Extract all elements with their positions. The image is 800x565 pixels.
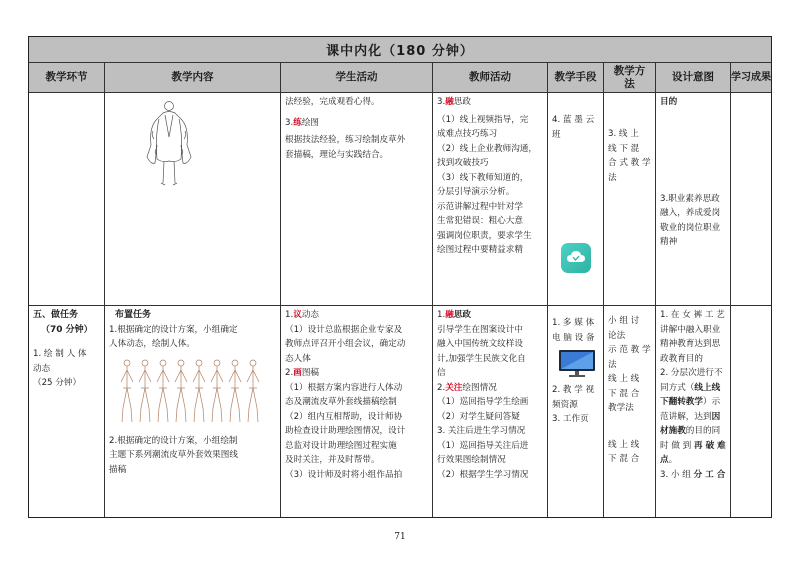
teacher-text-line: （3）线下教师知道的， xyxy=(437,172,529,183)
num: 3. xyxy=(285,117,294,128)
row2-stage-cell xyxy=(29,306,105,517)
student-text-line: （2）组内互相帮助，设计师协 xyxy=(285,411,403,422)
red-keyword: 画 xyxy=(293,368,302,378)
header-student-activity: 学生活动 xyxy=(281,63,433,93)
intent-text-line: 精神教育达到思 xyxy=(660,339,721,349)
teacher-text-line: （2）根据学生学习情况 xyxy=(437,469,529,480)
fur-coat-sketch-icon xyxy=(129,97,209,189)
intent-seg: 。 xyxy=(668,455,678,465)
intent-text-line: 1. 在 女 裤 工 艺 xyxy=(660,310,725,320)
multimedia-monitor-icon xyxy=(558,349,596,379)
figure-poses-sketch-icon xyxy=(117,358,267,426)
stage-subtask-duration: （25 分钟） xyxy=(33,378,82,388)
student-text-line: （1）设计总监根据企业专家及 xyxy=(285,324,403,335)
num: 2. xyxy=(285,368,294,378)
content-text-line: 2.根据确定的设计方案，小组绘制 xyxy=(109,435,238,446)
teacher-text-line: 3. 关注后进生学习情况 xyxy=(437,426,526,436)
intent-bold: 下翻转教学 xyxy=(660,397,703,407)
lanmo-cloud-icon xyxy=(561,243,591,273)
student-text-line: 总监对设计助理绘图过程实施 xyxy=(285,440,397,451)
row1-student-activity-cell xyxy=(281,93,433,306)
row1-method-cell xyxy=(604,93,656,306)
teacher-heading xyxy=(437,95,543,110)
method-text-line: 下 混 合 xyxy=(608,454,640,464)
content-text-line: 描稿 xyxy=(109,464,127,475)
teacher-text-line: 示范讲解过程中针对学 xyxy=(437,201,523,212)
intent-text-line xyxy=(660,468,726,483)
num: 2. xyxy=(437,382,446,393)
lesson-plan-table xyxy=(28,36,772,518)
row2-intent-cell xyxy=(656,306,731,517)
student-text-line: （3）设计师及时将小组作品拍 xyxy=(285,469,403,480)
student-text-line: 根据技法经验，练习绘制皮草外 xyxy=(285,135,406,145)
row1-intent-cell xyxy=(656,93,731,306)
intent-seg: ）示 xyxy=(702,397,721,407)
teacher-text-line: 生常犯错误：粗心大意 xyxy=(437,216,523,226)
content-text-line: 人体动态，绘制人体。 xyxy=(109,339,195,349)
row1-means-cell xyxy=(548,93,604,306)
student-text-line: 助检查设计助理绘图情况，设计 xyxy=(285,426,406,436)
row2-method-cell xyxy=(604,306,656,517)
student-heading-practice xyxy=(285,116,428,131)
row1-teacher-activity-cell xyxy=(433,93,548,306)
num: 3. xyxy=(437,97,446,107)
teacher-text-line: （2）对学生疑问答疑 xyxy=(437,411,520,422)
intent-bold: 分 工 合 xyxy=(693,469,726,480)
red-keyword: 关注 xyxy=(445,382,463,393)
header-teaching-means: 教学手段 xyxy=(548,63,604,93)
intent-text-line: 精神 xyxy=(660,237,678,247)
row2-student-activity-cell xyxy=(281,306,433,517)
teacher-text-line: 计,加强学生民族文化自 xyxy=(437,353,526,364)
intent-seg: 同方式（ xyxy=(660,382,695,393)
method-text-line: 合 式 教 学 xyxy=(608,158,651,168)
intent-seg: 时 做 到 xyxy=(660,440,694,451)
method-text-line: 法 xyxy=(608,172,617,183)
method-text-line: 小 组 讨 xyxy=(608,316,640,326)
heading-rest: 思政 xyxy=(453,310,472,320)
teacher-text-line: 成难点技巧练习 xyxy=(437,129,498,139)
intent-text-line: 讲解中融入职业 xyxy=(660,324,721,335)
row1-stage-cell xyxy=(29,93,105,306)
intent-text-line: 3.职业素养思政 xyxy=(660,193,720,204)
heading-rest: 思政 xyxy=(453,97,472,107)
student-text-line: 及时关注，并及时帮带。 xyxy=(285,455,380,465)
intent-bold: 点 xyxy=(660,455,669,465)
intent-seg: 3. 小 组 xyxy=(660,469,694,480)
student-text-line: 教师点评召开小组会议，确定动 xyxy=(285,339,406,349)
teacher-text-line: （1）线上视频指导，完 xyxy=(437,114,529,125)
stage-subtask: 1. 绘 制 人 体 xyxy=(33,349,87,359)
row1-outcome-cell xyxy=(731,93,771,306)
means-text-line: 4. 蓝 墨 云 xyxy=(552,115,595,125)
intent-bold: 线上线 xyxy=(694,382,721,393)
method-text-line: 法 xyxy=(608,359,617,370)
student-text-line: 态及潮流皮草外套线描稿绘制 xyxy=(285,397,397,407)
teacher-text-line: 信 xyxy=(437,368,446,378)
method-text-line: 下 混 合 xyxy=(608,388,640,399)
teacher-text-line: 强调岗位职责，要求学生 xyxy=(437,230,532,241)
intent-text-line: 目的 xyxy=(660,97,678,107)
method-text-line: 线 上 线 xyxy=(608,374,640,384)
stage-title: 五、做任务 xyxy=(33,310,79,320)
num: 1. xyxy=(285,310,294,320)
intent-seg: 的目的同 xyxy=(685,426,721,436)
content-text-line: 1.根据确定的设计方案，小组确定 xyxy=(109,324,238,335)
student-text-line: 态人体 xyxy=(285,353,311,364)
intent-seg: 范讲解，达到 xyxy=(660,411,712,422)
means-text-line: 频资源 xyxy=(552,399,578,410)
header-stage: 教学环节 xyxy=(29,63,105,93)
heading-rest: 图稿 xyxy=(301,368,320,378)
intent-text-line: 融入，养成爱岗 xyxy=(660,208,721,218)
means-text-line: 班 xyxy=(552,129,561,140)
intent-text-line: 政教育目的 xyxy=(660,353,703,364)
teacher-text-line: 分层引导演示分析。 xyxy=(437,187,515,197)
heading-rest: 绘图 xyxy=(301,117,320,128)
header-design-intent: 设计意图 xyxy=(656,63,731,93)
teacher-heading xyxy=(437,308,543,323)
row2-means-cell xyxy=(548,306,604,517)
red-keyword: 练 xyxy=(293,117,302,128)
method-text-line: 教学法 xyxy=(608,403,634,413)
intent-text-line xyxy=(660,381,726,396)
intent-text-line xyxy=(660,439,726,454)
content-heading: 布置任务 xyxy=(115,310,152,320)
teacher-heading xyxy=(437,381,543,396)
stage-duration: （70 分钟） xyxy=(41,324,93,335)
student-text-line: 套描稿，理论与实践结合。 xyxy=(285,149,389,160)
method-text-line: 示 范 教 学 xyxy=(608,345,651,355)
intent-text-line xyxy=(660,395,726,410)
intent-text-line: 2. 分层次进行不 xyxy=(660,368,723,378)
header-teaching-method: 教学方法 xyxy=(604,63,656,93)
intent-bold: 材施教 xyxy=(660,426,686,436)
page-number: 71 xyxy=(394,532,406,542)
table-title: 课中内化（180 分钟） xyxy=(29,37,771,63)
intent-text-line: 敬业的岗位职业 xyxy=(660,222,721,233)
row1-content-cell xyxy=(105,93,281,306)
teacher-text-line: 融入中国传统文纹样设 xyxy=(437,339,523,349)
student-text-line: （1）根据方案内容进行人体动 xyxy=(285,382,403,393)
heading-rest: 绘图情况 xyxy=(462,382,497,393)
teacher-text-line: （1）巡回指导学生绘画 xyxy=(437,397,529,407)
means-text-line: 2. 教 学 视 xyxy=(552,385,595,395)
teacher-text-line: 引导学生在图案设计中 xyxy=(437,324,523,335)
num: 1. xyxy=(437,310,446,320)
method-text-line: 论法 xyxy=(608,330,626,341)
intent-bold: 再 破 难 xyxy=(693,440,726,451)
row2-content-cell xyxy=(105,306,281,517)
row2-outcome-cell xyxy=(731,306,771,517)
intent-text-line xyxy=(660,453,726,468)
student-text-line: 法经验，完成观看心得。 xyxy=(285,97,380,107)
row2-teacher-activity-cell xyxy=(433,306,548,517)
method-text-line: 3. 线 上 xyxy=(608,129,639,139)
means-text-line: 3. 工作页 xyxy=(552,414,589,424)
header-content: 教学内容 xyxy=(105,63,281,93)
intent-bold: 因 xyxy=(711,411,721,422)
teacher-text-line: （1）巡回指导关注后进 xyxy=(437,440,529,451)
heading-rest: 动态 xyxy=(301,310,320,320)
student-heading-draw xyxy=(285,366,428,381)
teacher-text-line: （2）线上企业教师沟通， xyxy=(437,143,537,154)
teacher-text-line: 行效果图绘制情况 xyxy=(437,455,506,465)
red-keyword: 融 xyxy=(445,97,454,107)
student-heading-discuss xyxy=(285,308,428,323)
method-text-line: 线 上 线 xyxy=(608,439,640,450)
teacher-text-line: 绘图过程中要精益求精 xyxy=(437,245,523,255)
red-keyword: 议 xyxy=(293,310,302,320)
means-text-line: 电 脑 设 备 xyxy=(552,332,595,343)
method-text-line: 线 下 混 xyxy=(608,143,640,154)
stage-subtask: 动态 xyxy=(33,363,51,374)
teacher-text-line: 找到攻破技巧 xyxy=(437,158,489,168)
header-teacher-activity: 教师活动 xyxy=(433,63,548,93)
intent-text-line xyxy=(660,424,726,439)
content-text-line: 主题下系列潮流皮草外套效果图线 xyxy=(109,450,238,460)
header-learning-outcome: 学习成果 xyxy=(731,63,771,93)
intent-text-line xyxy=(660,410,726,425)
means-text-line: 1. 多 媒 体 xyxy=(552,318,595,328)
red-keyword: 融 xyxy=(445,310,454,320)
